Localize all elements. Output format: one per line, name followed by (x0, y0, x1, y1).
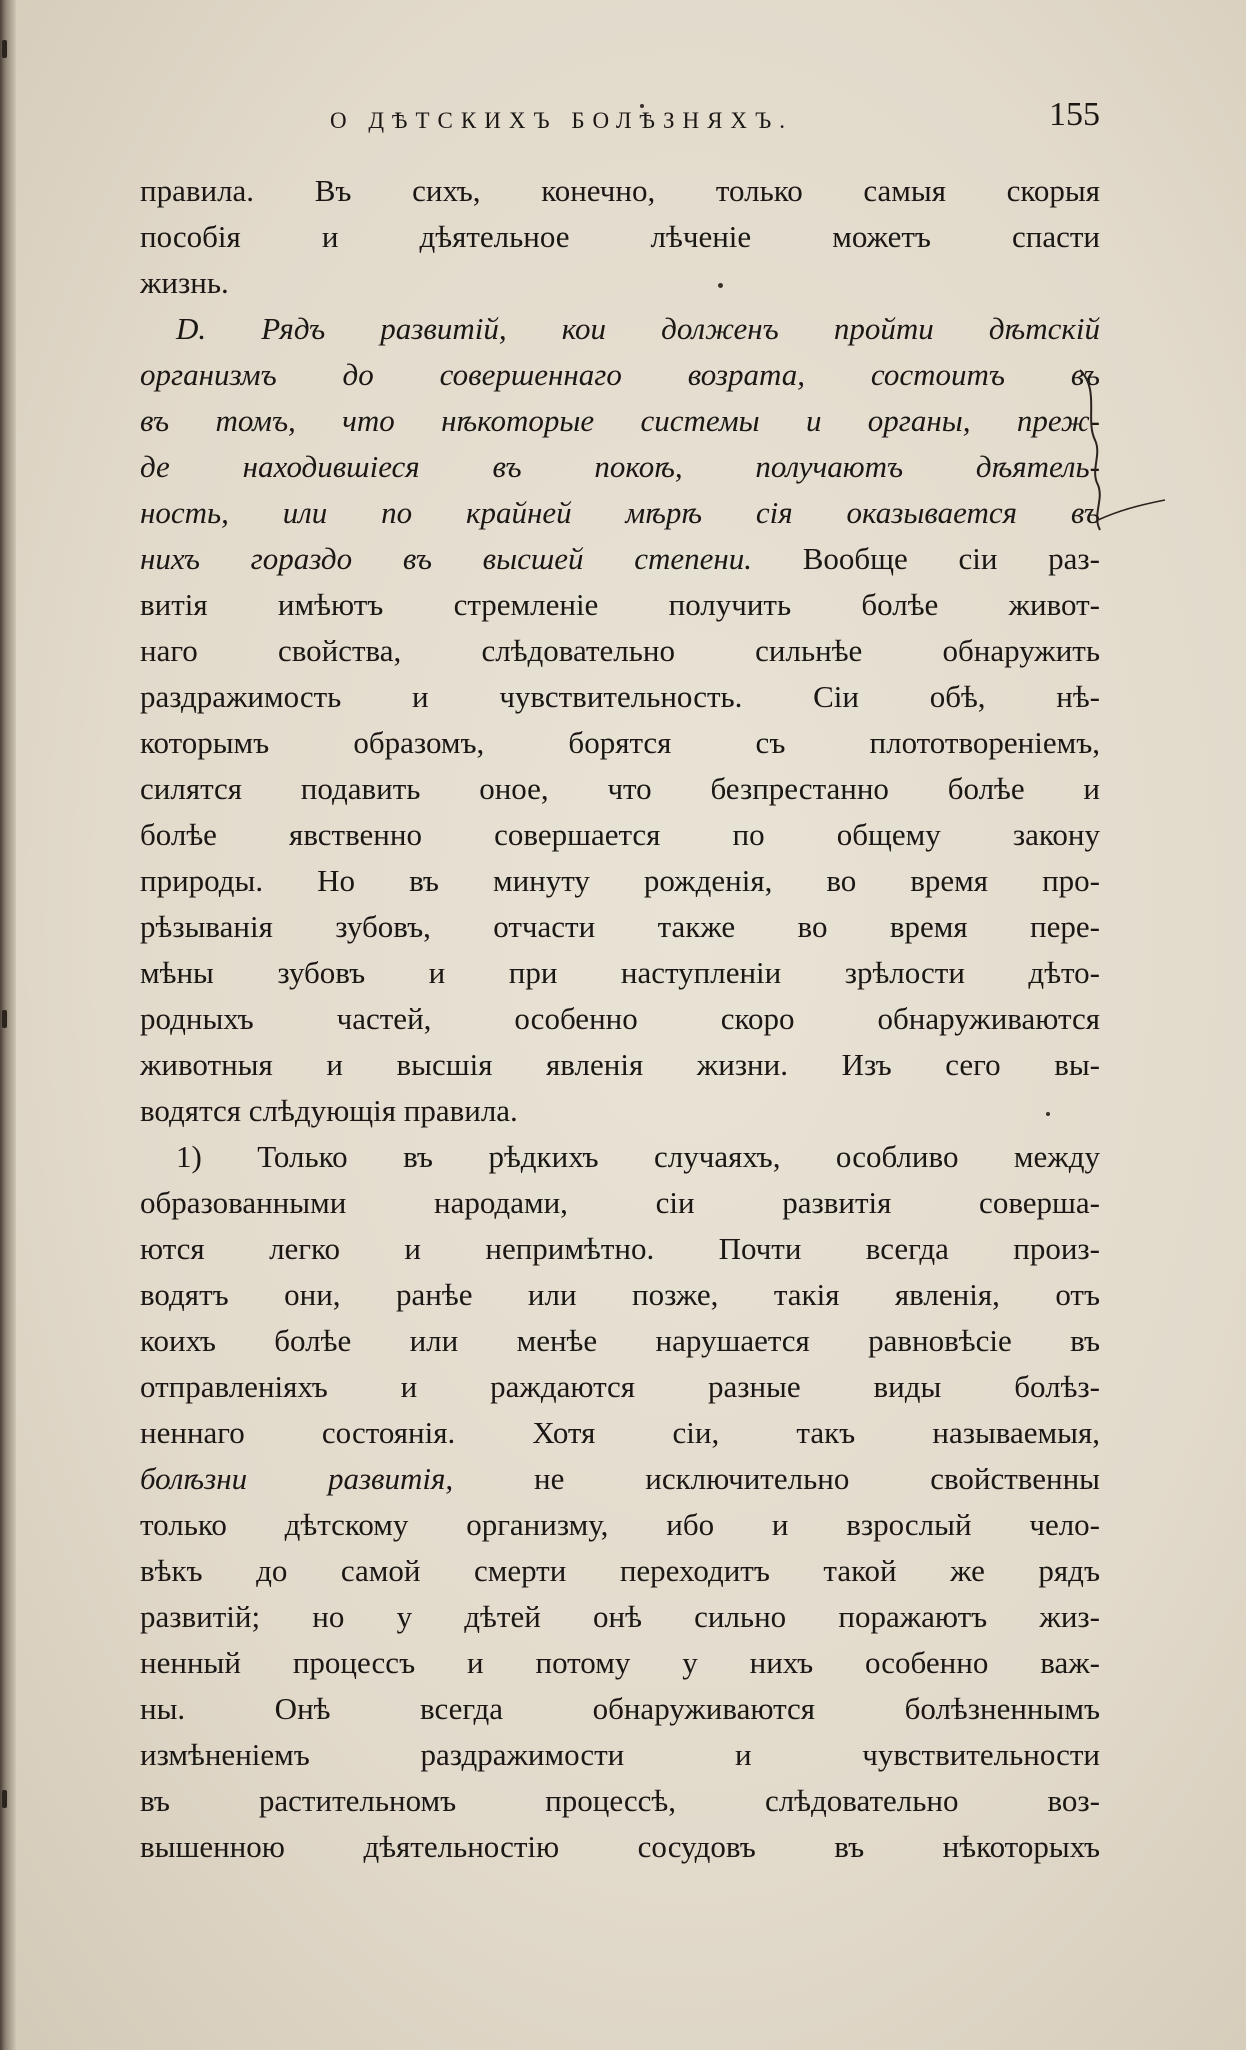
text-line: вѣкъ до самой смерти переходитъ такой же рядъ (140, 1553, 1100, 1588)
text-line: въ растительномъ процессѣ, слѣдовательно воз- (140, 1783, 1100, 1818)
text-line: неннаго состоянія. Хотя сіи, такъ называемыя, (140, 1415, 1100, 1450)
text-line: родныхъ частей, особенно скоро обнаруживаются (140, 1001, 1100, 1036)
upright-run: не исключительно свойственны (534, 1461, 1100, 1496)
text-line: жизнь. (140, 265, 229, 300)
text-line: ненный процессъ и потому у нихъ особенно важ- (140, 1645, 1100, 1680)
ink-speck (640, 104, 644, 108)
italic-run: нихъ гораздо въ высшей степени. (140, 541, 753, 576)
text-line: ны. Онѣ всегда обнаруживаются болѣзненнымъ (140, 1691, 1100, 1726)
binding-mark (2, 40, 7, 58)
binding-mark (2, 1790, 7, 1808)
text-line: пособія и дѣятельное лѣченіе можетъ спасти (140, 219, 1100, 254)
text-line: водятъ они, ранѣе или позже, такія явленія, отъ (140, 1277, 1100, 1312)
binding-mark (2, 1010, 7, 1028)
text-line: измѣненіемъ раздражимости и чувствительности (140, 1737, 1100, 1772)
text-line: рѣзыванія зубовъ, отчасти также во время пере- (140, 909, 1100, 944)
text-line: развитій; но у дѣтей онѣ сильно поражаютъ жиз- (140, 1599, 1100, 1634)
text-line: витія имѣютъ стремленіе получить болѣе живот- (140, 587, 1100, 622)
text-line: 1) Только въ рѣдкихъ случаяхъ, особливо между (176, 1139, 1100, 1174)
text-line: мѣны зубовъ и при наступленіи зрѣлости дѣто- (140, 955, 1100, 990)
text-line: образованными народами, сіи развитія соверша- (140, 1185, 1100, 1220)
page-binding-edge (0, 0, 16, 2050)
text-line: де находившіеся въ покоѣ, получаютъ дѣятель- (140, 449, 1100, 484)
running-head: О ДѢТСКИХЪ БОЛѢЗНЯХЪ. (330, 108, 794, 133)
text-line: животныя и высшія явленія жизни. Изъ сего вы- (140, 1047, 1100, 1082)
text-line: въ томъ, что нѣкоторые системы и органы, преж- (140, 403, 1100, 438)
page-number: 155 (1049, 96, 1100, 133)
text-line: природы. Но въ минуту рожденія, во время про- (140, 863, 1100, 898)
text-line: водятся слѣдующія правила. (140, 1093, 518, 1128)
text-line: вышенною дѣятельностію сосудовъ въ нѣкоторыхъ (140, 1829, 1100, 1864)
text-line: силятся подавить оное, что безпрестанно болѣе и (140, 771, 1100, 806)
ink-speck (718, 283, 723, 288)
text-line: организмъ до совершеннаго возрата, состоитъ въ (140, 357, 1100, 392)
ink-speck (1046, 1112, 1050, 1116)
text-line: наго свойства, слѣдовательно сильнѣе обнаружить (140, 633, 1100, 668)
text-line: правила. Въ сихъ, конечно, только самыя скорыя (140, 173, 1100, 208)
text-line: раздражимость и чувствительность. Сіи обѣ, нѣ- (140, 679, 1100, 714)
upright-run: Вообще сіи раз- (802, 541, 1100, 576)
text-line-mixed (140, 536, 1100, 582)
text-line: ность, или по крайней мѣрѣ сія оказывается въ (140, 495, 1100, 530)
text-line: D. Рядъ развитій, кои долженъ пройти дѣтскій (176, 311, 1100, 346)
text-line: отправленіяхъ и раждаются разные виды болѣз- (140, 1369, 1100, 1404)
page-header (140, 96, 1100, 144)
text-line: только дѣтскому организму, ибо и взрослый чело- (140, 1507, 1100, 1542)
text-line: коихъ болѣе или менѣе нарушается равновѣсіе въ (140, 1323, 1100, 1358)
text-line: ются легко и непримѣтно. Почти всегда произ- (140, 1231, 1100, 1266)
text-line: которымъ образомъ, борятся съ плототвореніемъ, (140, 725, 1100, 760)
italic-run: болѣзни развитія, (140, 1461, 454, 1496)
body-text (140, 168, 1100, 1870)
text-line: болѣе явственно совершается по общему закону (140, 817, 1100, 852)
text-line-mixed (140, 1456, 1100, 1502)
